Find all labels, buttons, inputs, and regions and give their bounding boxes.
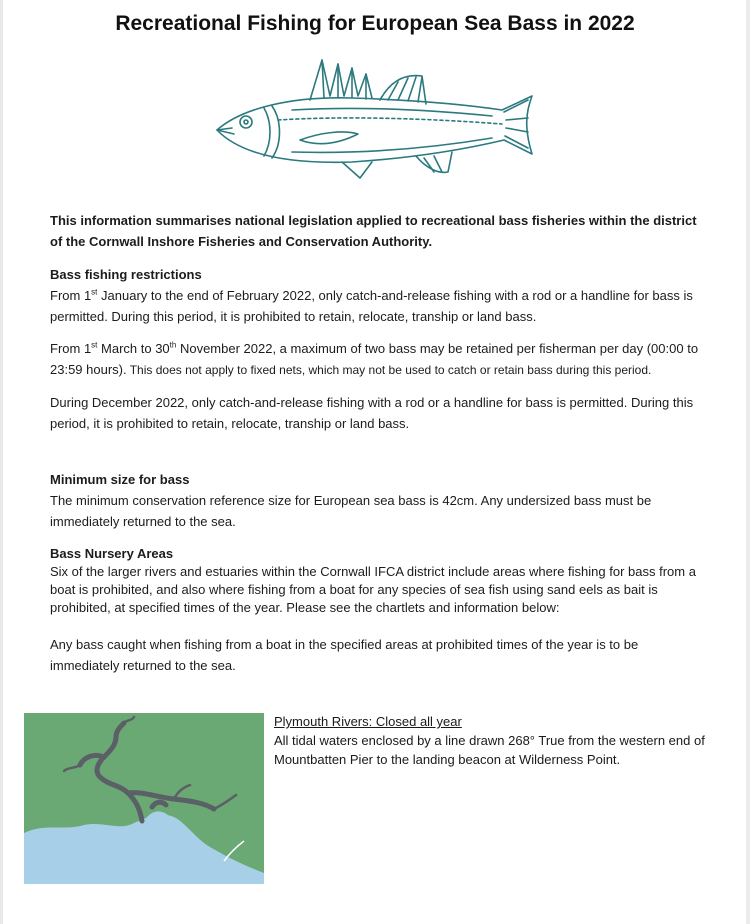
- plymouth-heading: Plymouth Rivers: Closed all year: [274, 714, 462, 729]
- plymouth-chartlet-icon: [24, 713, 264, 884]
- sea-bass-illustration-icon: [212, 58, 536, 188]
- restrictions-paragraph-1: From 1st January to the end of February 2022, only catch-and-release fishing with a rod or a handline for bass is permitted. During this period, it is prohibited to retain, relocate, tranship or land bass.: [50, 287, 693, 324]
- nursery-text: Six of the larger rivers and estuaries within the Cornwall IFCA district include areas where fishing for bass from a boat is prohibited, and also where fishing from a boat for any species of sea fish using sand eels as bait is prohibited, at specified times of the year. Please see the chartlets and information below:: [50, 564, 696, 615]
- min-size-section: [50, 469, 705, 532]
- plymouth-caption: [274, 712, 714, 769]
- min-size-text: The minimum conservation reference size for European sea bass is 42cm. Any undersized bass must be immediately returned to the sea.: [50, 493, 652, 529]
- restrictions-heading: Bass fishing restrictions: [50, 267, 202, 282]
- min-size-heading: Minimum size for bass: [50, 472, 190, 487]
- page-title: Recreational Fishing for European Sea Bass in 2022: [115, 12, 635, 35]
- nursery-note: Any bass caught when fishing from a boat in the specified areas at prohibited times of the year is to be immediately returned to the sea.: [50, 637, 639, 673]
- intro-text: This information summarises national legislation applied to recreational bass fisheries within the district of the Cornwall Inshore Fisheries and Conservation Authority.: [50, 213, 697, 249]
- restrictions-section: [50, 264, 705, 434]
- nursery-heading: Bass Nursery Areas: [50, 546, 174, 561]
- restrictions-paragraph-2: From 1st March to 30th November 2022, a maximum of two bass may be retained per fisherman per day (00:00 to 23:59 hours). This does not apply to fixed nets, which may not be used to catch or retain bass during this period.: [50, 340, 699, 377]
- restrictions-paragraph-3: During December 2022, only catch-and-release fishing with a rod or a handline for bass is permitted. During this period, it is prohibited to retain, relocate, tranship or land bass.: [50, 395, 694, 431]
- nursery-section: [50, 545, 705, 676]
- page-edge: [746, 0, 750, 924]
- page-edge: [0, 0, 3, 924]
- plymouth-text: All tidal waters enclosed by a line drawn 268° True from the western end of Mountbatten Pier to the landing beacon at Wilderness Point.: [274, 733, 705, 767]
